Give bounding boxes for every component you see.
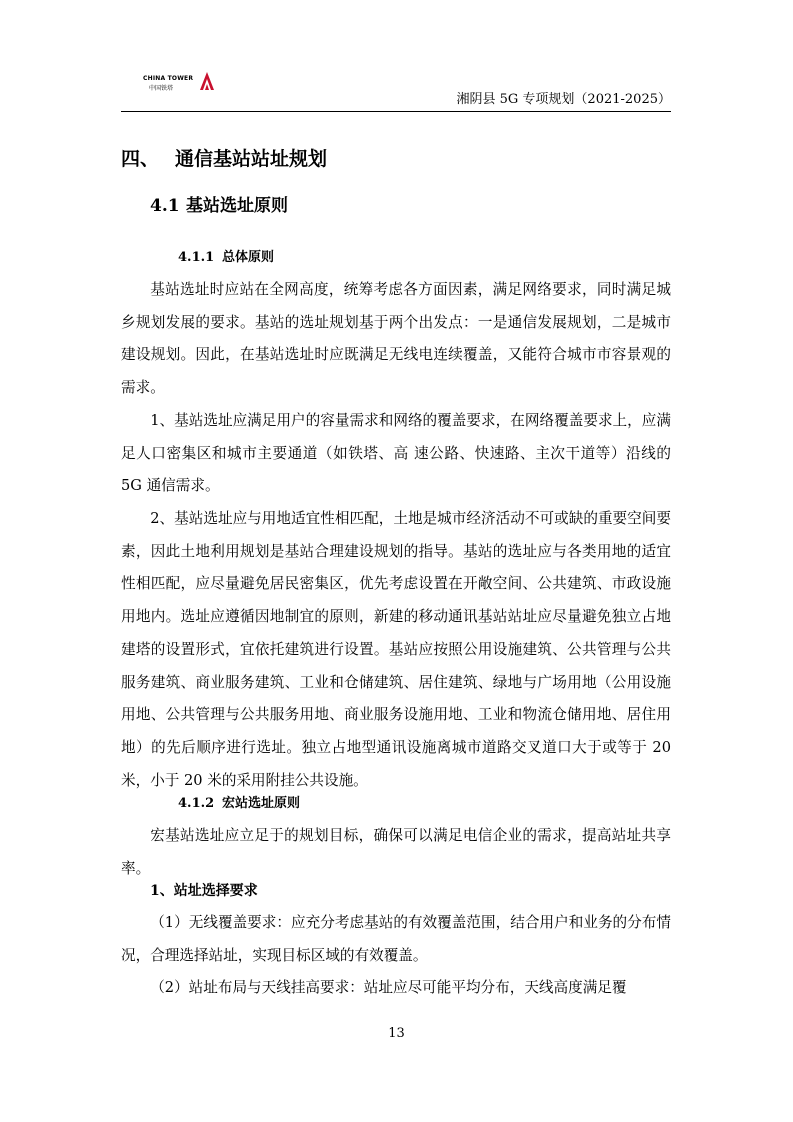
- document-title: 湘阴县 5G 专项规划（2021-2025）: [456, 92, 671, 107]
- header-divider: [121, 111, 671, 112]
- paragraph-macro-site: 宏基站选址应立足于的规划目标，确保可以满足电信企业的需求，提高站址共享率。: [121, 827, 671, 877]
- logo-text-cn: 中国铁塔: [149, 85, 174, 92]
- page-number: 13: [388, 1026, 405, 1041]
- sub2-heading: [178, 792, 300, 811]
- section-title: 通信基站站址规划: [175, 148, 328, 170]
- sub1-number: 4.1.1: [178, 250, 215, 265]
- paragraph-overview: 基站选址时应站在全网高度，统筹考虑各方面因素，满足网络要求，同时满足城乡规划发展的要求。基站的选址规划基于两个出发点：一是通信发展规划，二是城市建设规划。因此，在基站选址时应既满足无线电连续覆盖，又能符合城市市容景观的需求。: [121, 281, 671, 397]
- china-tower-logo: [143, 70, 217, 94]
- requirements-heading: 1、站址选择要求: [150, 883, 258, 899]
- paragraph-land-use: 2、基站选址应与用地适宜性相匹配，土地是城市经济活动不可或缺的重要空间要素，因此土地利用规划是基站合理建设规划的指导。基站的选址应与各类用地的适宜性相匹配，应尽量避免居民密集区，优先考虑设置在开敞空间、公共建筑、市政设施用地内。选址应遵循因地制宜的原则，新建的移动通讯基站站址应尽量避免独立占地建塔的设置形式，宜依托建筑进行设置。基站应按照公用设施建筑、公共管理与公共服务建筑、商业服务建筑、工业和仓储建筑、居住建筑、绿地与广场用地（公用设施用地、公共管理与公共服务用地、商业服务设施用地、工业和物流仓储用地、居住用地）的先后顺序进行选址。独立占地型通讯设施离城市道路交叉道口大于或等于 20 米，小于 20 米的采用附挂公共设施。: [121, 510, 671, 789]
- subsection-number: 4.1: [150, 196, 180, 216]
- subsection-heading: [150, 191, 288, 216]
- page-header: [121, 70, 671, 112]
- requirement-coverage: （1）无线覆盖要求：应充分考虑基站的有效覆盖范围，结合用户和业务的分布情况，合理选择站址，实现目标区域的有效覆盖。: [121, 914, 671, 964]
- section-heading: [121, 144, 327, 171]
- subsection-title: 基站选址原则: [186, 196, 288, 216]
- sub2-number: 4.1.2: [178, 796, 215, 811]
- sub1-title: 总体原则: [222, 250, 275, 265]
- section-number: 四、: [121, 148, 160, 170]
- requirement-layout: （2）站址布局与天线挂高要求：站址应尽可能平均分布，天线高度满足覆: [150, 979, 627, 996]
- paragraph-capacity: 1、基站选址应满足用户的容量需求和网络的覆盖要求，在网络覆盖要求上，应满足人口密集区和城市主要通道（如铁塔、高 速公路、快速路、主次干道等）沿线的 5G 通信需求。: [121, 412, 671, 495]
- tower-logo-icon: [199, 70, 215, 90]
- sub1-heading: [178, 246, 274, 265]
- logo-text-en: CHINA TOWER: [143, 75, 194, 82]
- sub2-title: 宏站选址原则: [222, 796, 301, 811]
